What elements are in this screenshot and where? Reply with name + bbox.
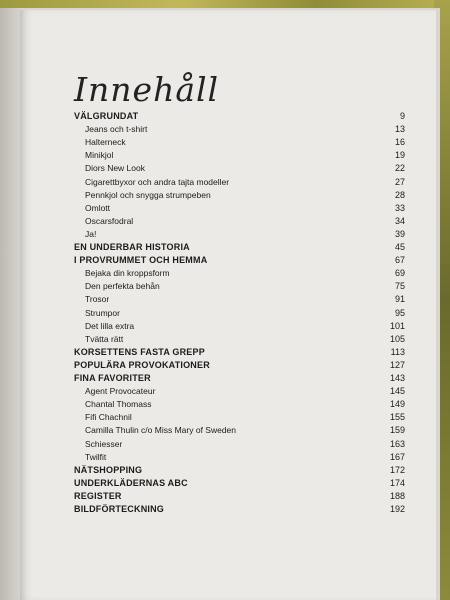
toc-section-row: [0, 398, 450, 411]
toc-entry-label: Omlott: [85, 202, 111, 213]
toc-page-number: 39: [394, 228, 405, 239]
toc-section-row: [0, 411, 450, 424]
toc-chapter-row: [0, 254, 450, 267]
toc-chapter-row: [0, 359, 450, 372]
toc-page-number: 113: [390, 346, 405, 357]
toc-entry-label: Strumpor: [85, 307, 120, 318]
toc-section-row: [0, 293, 450, 306]
toc-chapter-row: [0, 503, 450, 516]
toc-entry-label: Oscarsfodral: [85, 215, 134, 226]
toc-page-number: 105: [389, 333, 405, 344]
toc-entry-label: Tvätta rätt: [85, 333, 124, 344]
toc-chapter-row: [0, 110, 450, 123]
toc-section-row: [0, 438, 450, 451]
toc-entry-label: Minikjol: [85, 150, 114, 161]
toc-page-number: 19: [394, 150, 405, 161]
toc-chapter-row: [0, 372, 450, 385]
toc-entry-label: Twilfit: [85, 451, 107, 462]
toc-entry-label: Diors New Look: [85, 163, 145, 174]
toc-page-number: 143: [389, 373, 405, 383]
toc-entry-label: I PROVRUMMET OCH HEMMA: [74, 255, 208, 266]
toc-section-row: [0, 189, 450, 202]
toc-entry-label: Ja!: [85, 228, 97, 239]
toc-chapter-row: [0, 346, 450, 359]
toc-page-number: 34: [394, 215, 405, 226]
toc-section-row: [0, 215, 450, 228]
toc-section-row: [0, 307, 450, 320]
toc-entry-label: Agent Provocateur: [85, 386, 156, 397]
toc-page-number: 145: [389, 386, 405, 397]
toc-entry-label: Den perfekta behån: [85, 281, 160, 292]
toc-chapter-row: [0, 464, 450, 477]
toc-page-number: 188: [389, 490, 405, 501]
toc-entry-label: VÄLGRUNDAT: [74, 111, 139, 121]
toc-page-number: 67: [394, 255, 405, 266]
toc-entry-label: EN UNDERBAR HISTORIA: [74, 242, 190, 252]
toc-page-number: 45: [394, 242, 405, 252]
toc-page-number: 75: [394, 281, 405, 292]
toc-entry-label: FINA FAVORITER: [74, 373, 151, 383]
toc-entry-label: REGISTER: [74, 490, 122, 501]
toc-section-row: [0, 424, 450, 437]
toc-entry-label: Jeans och t-shirt: [85, 124, 148, 135]
toc-entry-label: Pennkjol och snygga strumpeben: [85, 189, 211, 200]
toc-page-number: 91: [394, 294, 405, 305]
toc-section-row: [0, 202, 450, 215]
toc-page-number: 28: [394, 189, 405, 200]
toc-section-row: [0, 123, 450, 136]
toc-chapter-row: [0, 490, 450, 503]
toc-page-number: 95: [394, 307, 405, 318]
toc-section-row: [0, 149, 450, 162]
toc-page-number: 163: [389, 438, 405, 449]
toc-section-row: [0, 162, 450, 175]
toc-page-number: 127: [389, 359, 405, 370]
toc-section-row: [0, 176, 450, 189]
toc-entry-label: NÄTSHOPPING: [74, 464, 143, 475]
table-of-contents: [0, 110, 450, 540]
toc-page-number: 27: [394, 176, 405, 187]
toc-entry-label: UNDERKLÄDERNAS ABC: [74, 477, 188, 488]
toc-page-number: 167: [389, 451, 405, 462]
toc-section-row: [0, 136, 450, 149]
toc-entry-label: Bejaka din kroppsform: [85, 268, 170, 279]
toc-entry-label: Chantal Thomass: [85, 399, 152, 410]
toc-page-number: 22: [394, 163, 405, 174]
toc-entry-label: Camilla Thulin c/o Miss Mary of Sweden: [85, 425, 237, 436]
toc-page-number: 155: [389, 412, 405, 423]
toc-page-number: 33: [394, 202, 405, 213]
toc-page-number: 69: [394, 268, 405, 279]
toc-page-number: 13: [394, 124, 405, 135]
page-title: Innehåll: [74, 70, 220, 109]
toc-page-number: 159: [389, 425, 405, 436]
toc-entry-label: Cigarettbyxor och andra tajta modeller: [85, 176, 230, 187]
toc-page-number: 192: [389, 504, 405, 514]
toc-entry-label: Schiesser: [85, 438, 123, 449]
toc-page-number: 16: [394, 137, 405, 148]
toc-section-row: [0, 451, 450, 464]
toc-entry-label: Halterneck: [85, 137, 126, 148]
toc-entry-label: KORSETTENS FASTA GREPP: [74, 346, 205, 357]
toc-entry-label: POPULÄRA PROVOKATIONER: [74, 359, 210, 370]
toc-section-row: [0, 267, 450, 280]
toc-entry-label: Det lilla extra: [85, 320, 135, 331]
toc-section-row: [0, 280, 450, 293]
toc-page-number: 174: [389, 477, 405, 488]
toc-section-row: [0, 320, 450, 333]
toc-section-row: [0, 333, 450, 346]
toc-chapter-row: [0, 241, 450, 254]
toc-chapter-row: [0, 477, 450, 490]
toc-section-row: [0, 228, 450, 241]
toc-entry-label: BILDFÖRTECKNING: [74, 504, 164, 514]
toc-section-row: [0, 385, 450, 398]
toc-page-number: 101: [389, 320, 405, 331]
toc-page-number: 149: [389, 399, 405, 410]
toc-page-number: 9: [399, 111, 405, 121]
toc-page-number: 172: [389, 464, 405, 475]
toc-entry-label: Fifi Chachnil: [85, 412, 132, 423]
toc-entry-label: Trosor: [85, 294, 110, 305]
